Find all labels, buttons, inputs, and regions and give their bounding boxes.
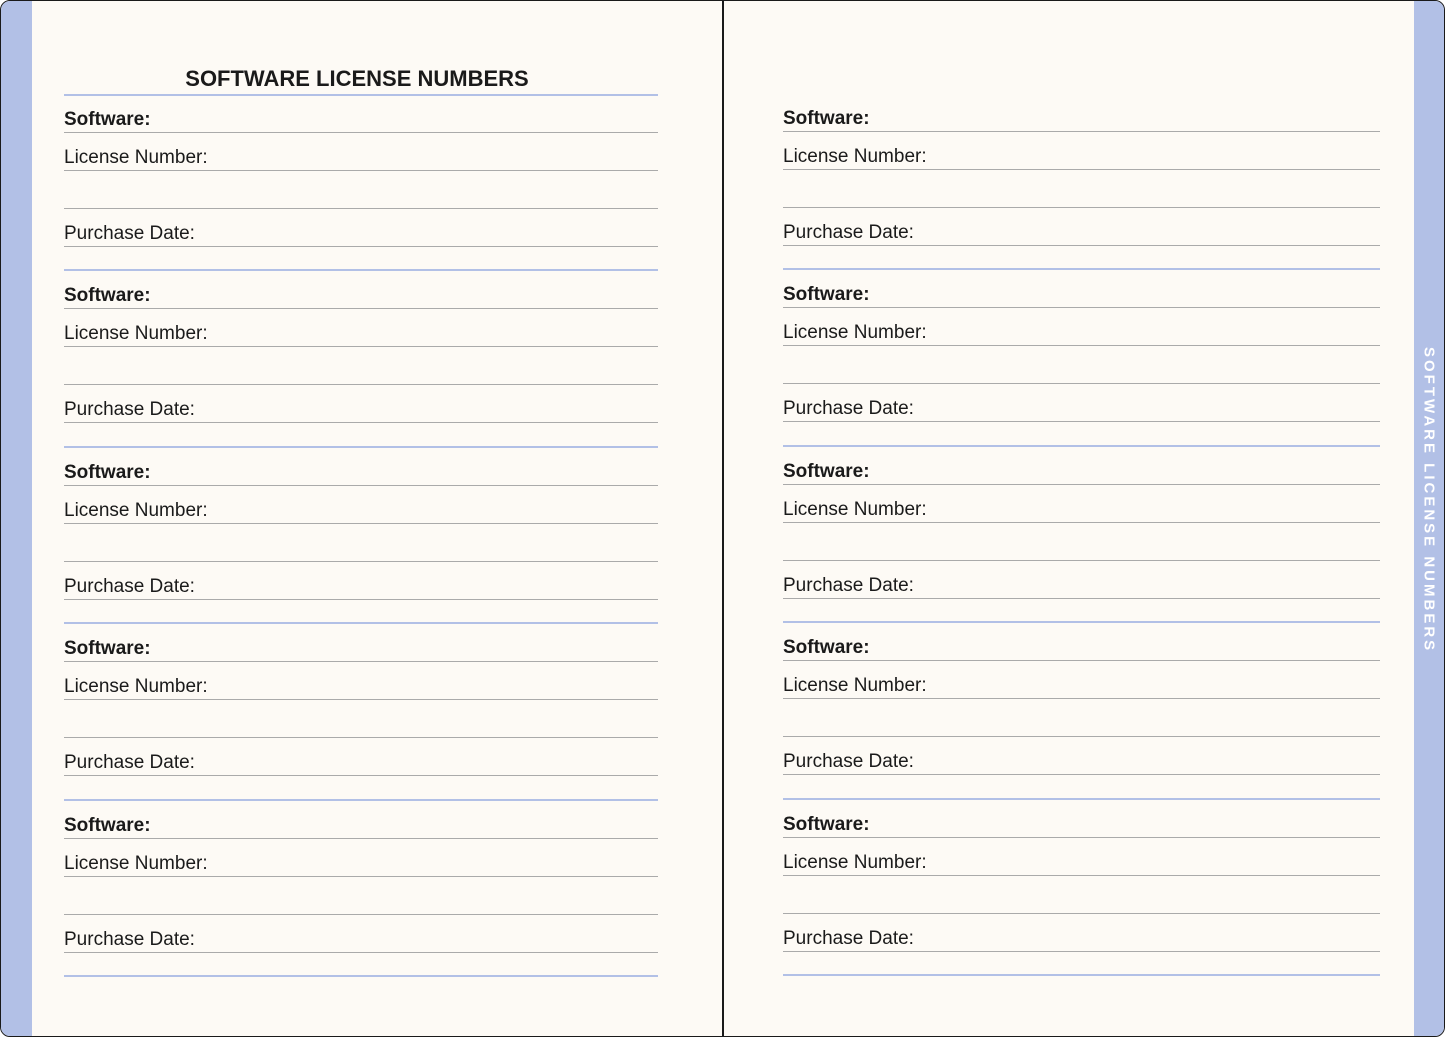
software-field[interactable]	[64, 95, 658, 133]
purchase-label: Purchase Date:	[783, 398, 914, 420]
right-page	[783, 1, 1380, 1036]
license-entry	[64, 801, 658, 977]
purchase-date-field[interactable]	[64, 209, 658, 247]
license-entry	[783, 94, 1380, 270]
license-label: License Number:	[783, 675, 927, 697]
purchase-label: Purchase Date:	[64, 928, 195, 950]
entries-left	[64, 95, 658, 977]
purchase-date-field[interactable]	[783, 914, 1380, 952]
license-number-continuation[interactable]	[783, 170, 1380, 208]
software-field[interactable]	[64, 801, 658, 839]
software-label: Software:	[64, 285, 151, 307]
purchase-date-field[interactable]	[64, 738, 658, 776]
license-number-continuation[interactable]	[783, 699, 1380, 737]
software-label: Software:	[783, 637, 870, 659]
license-number-continuation[interactable]	[64, 171, 658, 209]
left-edge-tab	[1, 1, 32, 1036]
book-spine	[722, 1, 724, 1036]
license-label: License Number:	[783, 498, 927, 520]
purchase-date-field[interactable]	[783, 384, 1380, 422]
software-field[interactable]	[783, 270, 1380, 308]
purchase-label: Purchase Date:	[783, 222, 914, 243]
software-field[interactable]	[783, 800, 1380, 838]
license-entry	[64, 624, 658, 800]
license-label: License Number:	[64, 852, 208, 874]
side-tab-label	[1414, 1, 1444, 1036]
purchase-label: Purchase Date:	[64, 752, 195, 774]
license-entry	[783, 623, 1380, 799]
software-label: Software:	[783, 284, 870, 306]
license-entry	[64, 448, 658, 624]
purchase-label: Purchase Date:	[64, 575, 195, 597]
software-label: Software:	[64, 461, 151, 483]
license-number-field[interactable]	[64, 486, 658, 524]
license-number-continuation[interactable]	[64, 877, 658, 915]
license-entry	[64, 95, 658, 271]
license-entry	[783, 800, 1380, 976]
purchase-date-field[interactable]	[64, 915, 658, 953]
left-page	[64, 1, 658, 1036]
license-number-field[interactable]	[783, 132, 1380, 170]
purchase-date-field[interactable]	[64, 385, 658, 423]
software-label: Software:	[64, 638, 151, 660]
purchase-label: Purchase Date:	[783, 927, 914, 949]
license-label: License Number:	[64, 323, 208, 345]
purchase-label: Purchase Date:	[64, 399, 195, 421]
purchase-label: Purchase Date:	[64, 223, 195, 244]
page-title: SOFTWARE LICENSE NUMBERS	[64, 66, 658, 96]
license-entry	[64, 271, 658, 447]
software-field[interactable]	[64, 448, 658, 486]
license-number-continuation[interactable]	[783, 523, 1380, 561]
purchase-date-field[interactable]	[783, 561, 1380, 599]
license-label: License Number:	[64, 676, 208, 698]
purchase-date-field[interactable]	[783, 737, 1380, 775]
software-label: Software:	[783, 813, 870, 835]
purchase-date-field[interactable]	[64, 562, 658, 600]
software-label: Software:	[783, 460, 870, 482]
license-label: License Number:	[64, 147, 208, 168]
license-label: License Number:	[783, 851, 927, 873]
software-field[interactable]	[64, 271, 658, 309]
license-number-field[interactable]	[783, 308, 1380, 346]
purchase-label: Purchase Date:	[783, 751, 914, 773]
license-number-continuation[interactable]	[783, 876, 1380, 914]
software-field[interactable]	[783, 94, 1380, 132]
license-number-field[interactable]	[64, 133, 658, 171]
license-entry	[783, 270, 1380, 446]
license-number-field[interactable]	[64, 839, 658, 877]
license-label: License Number:	[64, 499, 208, 521]
license-number-continuation[interactable]	[64, 700, 658, 738]
license-number-continuation[interactable]	[783, 346, 1380, 384]
license-number-field[interactable]	[783, 838, 1380, 876]
license-number-continuation[interactable]	[64, 524, 658, 562]
purchase-date-field[interactable]	[783, 208, 1380, 246]
side-tab-text: SOFTWARE LICENSE NUMBERS	[1420, 347, 1438, 654]
software-field[interactable]	[64, 624, 658, 662]
license-number-field[interactable]	[783, 661, 1380, 699]
entries-right	[783, 94, 1380, 976]
license-label: License Number:	[783, 322, 927, 344]
software-label: Software:	[783, 108, 870, 129]
license-number-field[interactable]	[64, 309, 658, 347]
software-field[interactable]	[783, 447, 1380, 485]
software-field[interactable]	[783, 623, 1380, 661]
license-label: License Number:	[783, 146, 927, 167]
license-number-field[interactable]	[64, 662, 658, 700]
purchase-label: Purchase Date:	[783, 574, 914, 596]
license-entry	[783, 447, 1380, 623]
license-number-continuation[interactable]	[64, 347, 658, 385]
license-number-field[interactable]	[783, 485, 1380, 523]
software-label: Software:	[64, 814, 151, 836]
software-label: Software:	[64, 109, 151, 130]
